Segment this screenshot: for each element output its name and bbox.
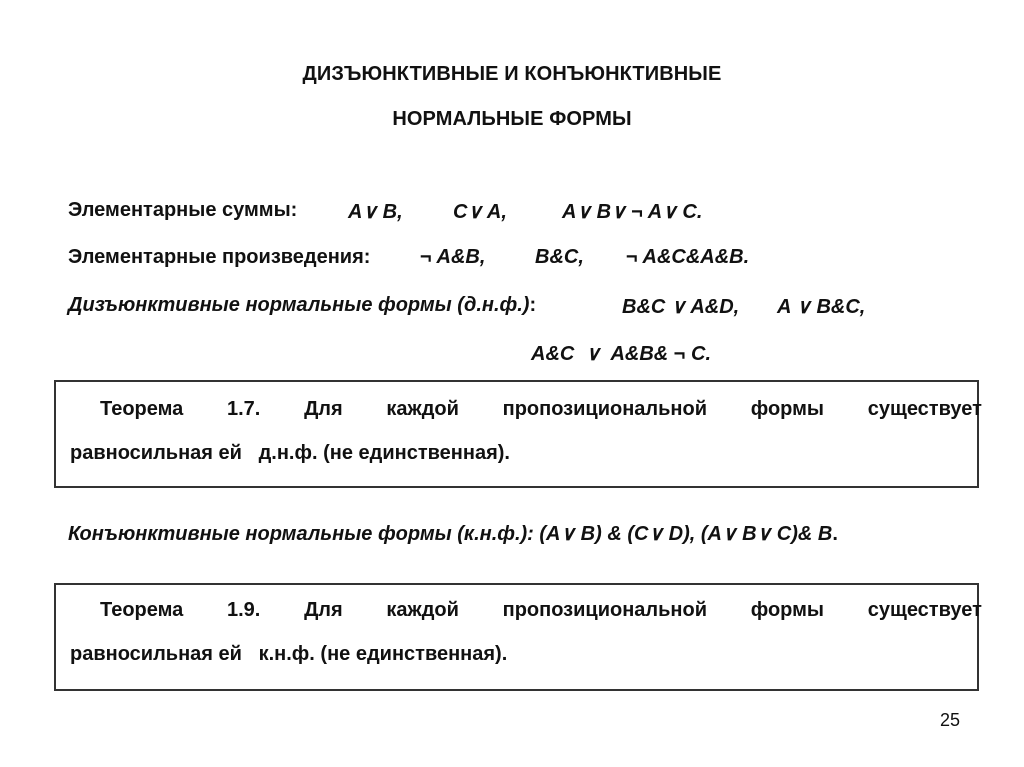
theorem-1-7-word: 1.7. (227, 398, 261, 420)
dnf-label: Дизъюнктивные нормальные формы (д.н.ф.) (68, 294, 530, 316)
cnf-row (68, 521, 838, 546)
theorem-1-9-word: каждой (386, 599, 459, 621)
theorem-1-9-word: Для (304, 599, 343, 621)
title-line-1: ДИЗЪЮНКТИВНЫЕ И КОНЪЮНКТИВНЫЕ (302, 63, 722, 85)
cnf-period: . (832, 523, 838, 545)
elementary-products-expr-1: ¬ A&B, (420, 246, 486, 268)
theorem-1-7-word: каждой (386, 398, 459, 420)
dnf-expr-2: A ∨ B&C, (777, 296, 866, 318)
theorem-1-7-word: существует (867, 398, 982, 420)
dnf-expr-1: B&C ∨ A&D, (622, 296, 740, 318)
theorem-1-9-word: 1.9. (227, 599, 261, 621)
elementary-sums-label: Элементарные суммы: (68, 199, 298, 221)
theorem-1-7-word: пропозициональной (502, 398, 708, 420)
theorem-1-9-box (54, 583, 982, 691)
theorem-1-9-word: пропозициональной (502, 599, 708, 621)
elementary-sums-expr-1: A∨ B, (348, 201, 403, 223)
title-line-2: НОРМАЛЬНЫЕ ФОРМЫ (392, 108, 632, 130)
cnf-label: Конъюнктивные нормальные формы (к.н.ф.): (A∨ B) & (C∨ D), (A∨ B∨ C)& B (68, 523, 833, 545)
elementary-sums-expr-2: C∨ A, (453, 201, 507, 223)
page-number: 25 (940, 710, 961, 730)
dnf-expr-3: A&C ∨ A&B& ¬ C. (531, 343, 712, 365)
theorem-1-7-word: Теорема (100, 398, 184, 420)
dnf-row-2 (531, 341, 711, 366)
elementary-products-expr-3: ¬ A&C&A&B. (626, 246, 750, 268)
theorem-1-9-word: существует (867, 599, 982, 621)
theorem-1-7-word: Для (304, 398, 343, 420)
theorem-1-9-word: формы (750, 599, 824, 621)
elementary-products-label: Элементарные произведения: (68, 246, 371, 268)
dnf-row (68, 294, 866, 318)
dnf-colon: : (529, 294, 537, 316)
theorem-1-7-word: формы (750, 398, 824, 420)
elementary-products-row (68, 246, 750, 269)
theorem-1-7-line-2: равносильная ей д.н.ф. (не единственная). (70, 442, 510, 464)
elementary-sums-row (68, 199, 703, 223)
theorem-1-9-line-1 (100, 599, 982, 622)
elementary-sums-expr-3: A∨ B∨ ¬ A∨ C. (562, 201, 703, 223)
theorem-1-9-line-2: равносильная ей к.н.ф. (не единственная). (70, 643, 508, 665)
elementary-products-expr-2: B&C, (535, 246, 584, 268)
theorem-1-7-line-1 (100, 398, 982, 421)
theorem-1-9-word: Теорема (100, 599, 184, 621)
theorem-1-7-box (54, 380, 982, 488)
